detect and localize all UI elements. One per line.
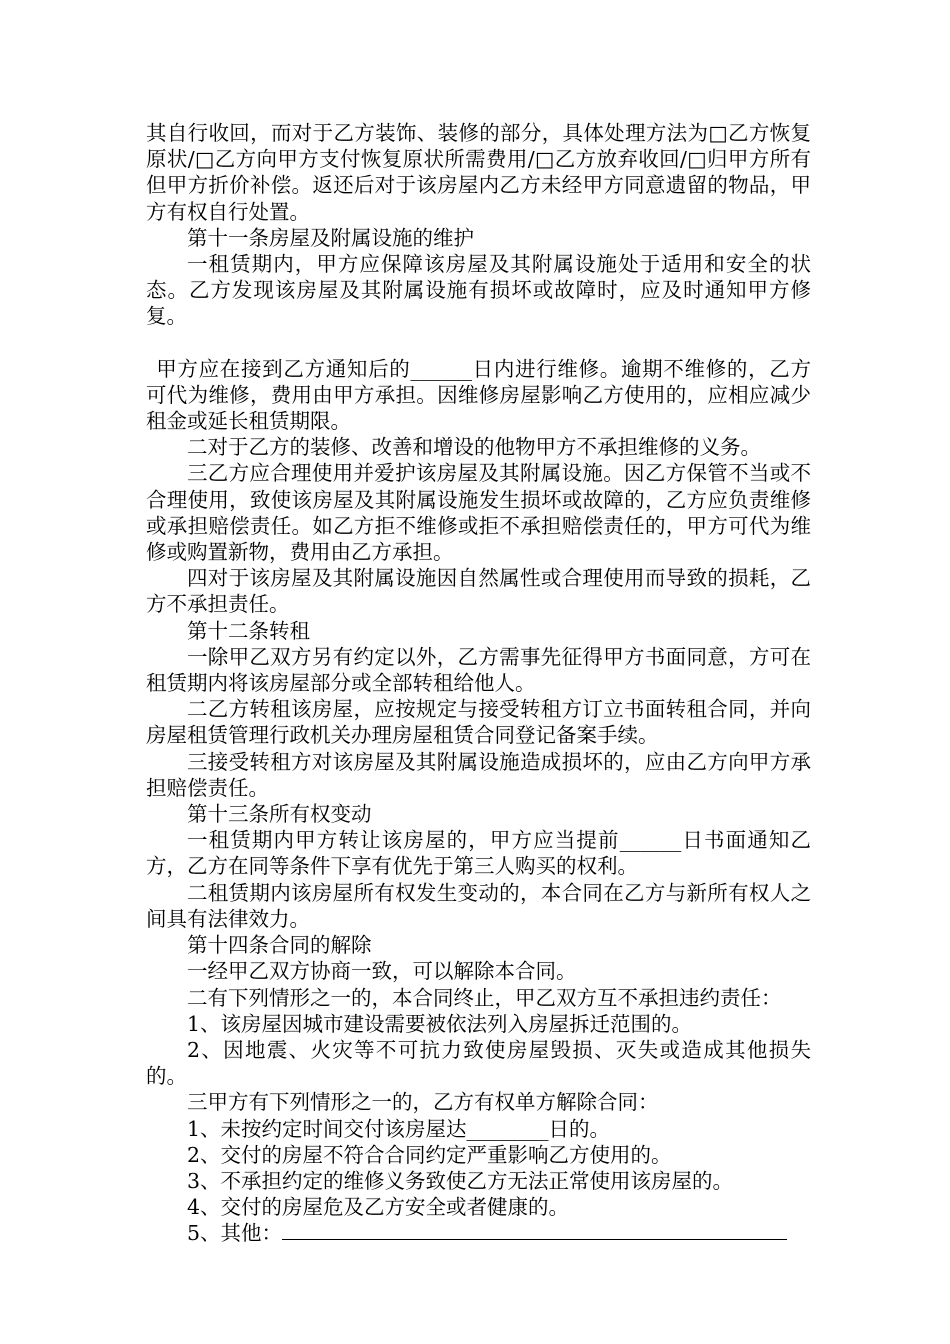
list-item-14-2-2: 2、因地震、火灾等不可抗力致使房屋毁损、灭失或造成其他损失的。 <box>146 1037 811 1089</box>
paragraph-11-3: 三乙方应合理使用并爱护该房屋及其附属设施。因乙方保管不当或不合理使用，致使该房屋及其附属设施发生损坏或故障的，乙方应负责维修或承担赔偿责任。如乙方拒不维修或拒不承担赔偿责任的，甲方可代为维修或购置新物，费用由乙方承担。 <box>146 461 811 565</box>
paragraph-11-1-repair: 甲方应在接到乙方通知后的______日内进行维修。逾期不维修的，乙方可代为维修，费用由甲方承担。因维修房屋影响乙方使用的，应相应减少租金或延长租赁期限。 <box>146 356 811 434</box>
paragraph-12-2: 二乙方转租该房屋，应按规定与接受转租方订立书面转租合同，并向房屋租赁管理行政机关办理房屋租赁合同登记备案手续。 <box>146 697 811 748</box>
heading-article-12: 第十二条转租 <box>187 618 310 643</box>
list-item-14-3-4: 4、交付的房屋危及乙方安全或者健康的。 <box>187 1195 570 1220</box>
paragraph-14-3: 三甲方有下列情形之一的，乙方有权单方解除合同： <box>187 1090 659 1115</box>
paragraph-14-1: 一经甲乙双方协商一致，可以解除本合同。 <box>187 959 577 984</box>
document-page <box>146 120 811 1247</box>
heading-article-11: 第十一条房屋及附属设施的维护 <box>187 225 474 250</box>
paragraph-14-2: 二有下列情形之一的，本合同终止，甲乙双方互不承担违约责任： <box>187 985 782 1010</box>
list-item-14-3-3: 3、不承担约定的维修义务致使乙方无法正常使用该房屋的。 <box>187 1168 734 1193</box>
heading-article-14: 第十四条合同的解除 <box>187 933 372 958</box>
paragraph-11-1: 一租赁期内，甲方应保障该房屋及其附属设施处于适用和安全的状态。乙方发现该房屋及其附属设施有损坏或故障时，应及时通知甲方修复。 <box>146 252 811 329</box>
list-item-14-2-1: 1、该房屋因城市建设需要被依法列入房屋拆迁范围的。 <box>187 1011 693 1036</box>
fill-in-blank-line <box>282 1221 787 1240</box>
list-item-14-3-5 <box>146 1220 811 1246</box>
paragraph-11-2: 二对于乙方的装修、改善和增设的他物甲方不承担维修的义务。 <box>187 435 761 460</box>
paragraph-12-3: 三接受转租方对该房屋及其附属设施造成损坏的，应由乙方向甲方承担赔偿责任。 <box>146 749 811 800</box>
blank-gap <box>146 330 811 356</box>
paragraph-12-1: 一除甲乙双方另有约定以外，乙方需事先征得甲方书面同意，方可在租赁期内将该房屋部分或全部转租给他人。 <box>146 644 811 696</box>
heading-article-13: 第十三条所有权变动 <box>187 802 372 827</box>
paragraph-13-2: 二租赁期内该房屋所有权发生变动的，本合同在乙方与新所有权人之间具有法律效力。 <box>146 880 811 931</box>
paragraph-11-4: 四对于该房屋及其附属设施因自然属性或合理使用而导致的损耗，乙方不承担责任。 <box>146 566 811 617</box>
list-item-14-3-1: 1、未按约定时间交付该房屋达________日的。 <box>187 1116 611 1141</box>
paragraph-return-items: 其自行收回，而对于乙方装饰、装修的部分，具体处理方法为□乙方恢复原状/□乙方向甲方支付恢复原状所需费用/□乙方放弃收回/□归甲方所有但甲方折价补偿。返还后对于该房屋内乙方未经甲方同意遗留的物品，甲方有权自行处置。 <box>146 121 811 224</box>
list-item-14-3-5-label: 5、其他： <box>187 1221 283 1246</box>
list-item-14-3-2: 2、交付的房屋不符合合同约定严重影响乙方使用的。 <box>187 1142 672 1167</box>
paragraph-13-1: 一租赁期内甲方转让该房屋的，甲方应当提前______日书面通知乙方，乙方在同等条件下享有优先于第三人购买的权利。 <box>146 828 811 879</box>
